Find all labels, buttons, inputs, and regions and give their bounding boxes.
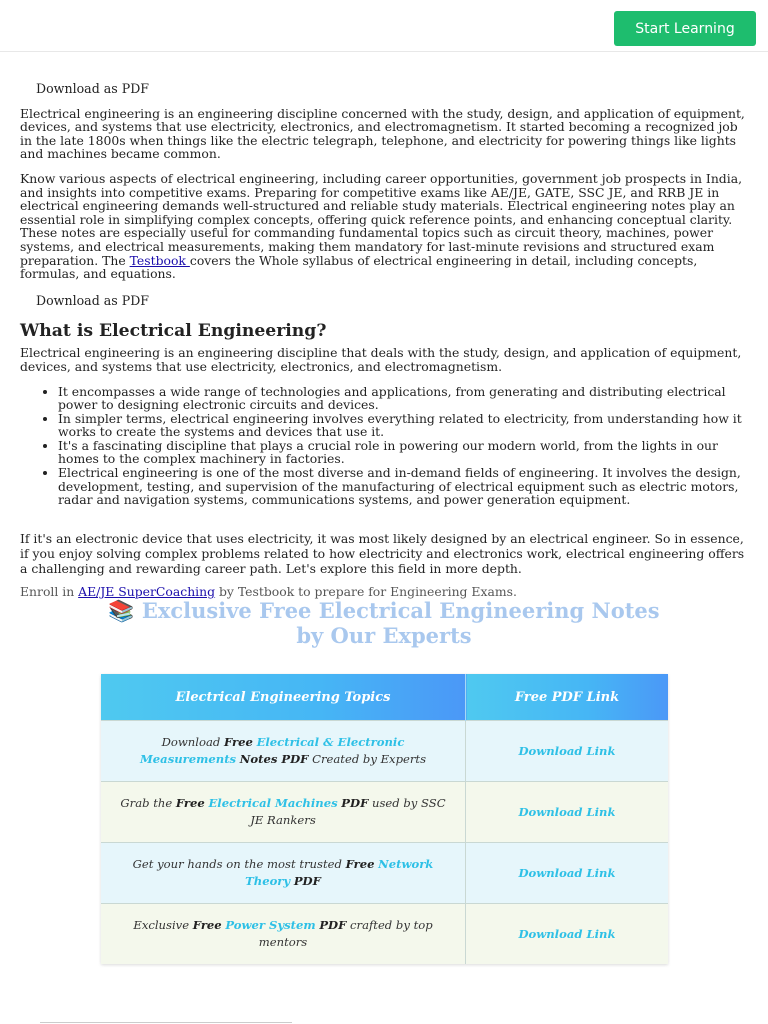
link-cell (466, 782, 669, 843)
testbook-link[interactable]: Testbook (129, 252, 190, 268)
topic-name[interactable]: Electrical Machines (208, 796, 338, 810)
know-paragraph (20, 172, 748, 281)
download-pdf-link[interactable]: Download as PDF (36, 81, 150, 96)
notes-banner (20, 598, 748, 648)
section-heading: What is Electrical Engineering? (20, 321, 327, 342)
topic-name[interactable]: Network Theory (245, 857, 434, 888)
table-row (101, 721, 668, 782)
banner-title: Exclusive Free Electrical Engineering Notes by Our Experts (141, 598, 660, 649)
topic-cell: Exclusive Free Power System PDF crafted by top mentors (101, 904, 466, 965)
closing-paragraph: If it's an electronic device that uses electricity, it was most likely designed by an electrical engineer. So in essence, if you enjoy solving complex problems related to how electricity and electronics work, electrical engineering offers a challenging and rewarding career path. Let's explore this field in more depth. (20, 530, 745, 576)
know-paragraph-text-end: covers the Whole syllabus of electrical engineering in detail, including concepts, formulas, and equations. (20, 252, 698, 282)
article-body (20, 80, 748, 648)
link-cell (466, 843, 669, 904)
download-link[interactable]: Download Link (518, 865, 616, 880)
table-row (101, 843, 668, 904)
enroll-line (20, 585, 748, 599)
top-bar (0, 0, 768, 52)
download-link[interactable]: Download Link (518, 804, 616, 819)
topic-cell: Get your hands on the most trusted Free Network Theory PDF (101, 843, 466, 904)
notes-table (101, 674, 668, 964)
enroll-suffix: by Testbook to prepare for Engineering Exams. (215, 583, 517, 599)
list-item: • Electrical engineering is one of the most diverse and in-demand fields of engineering. It involves the design, development, testing, and supervision of the manufacturing of electrical equipment such as electric motors, radar and navigation systems, communications systems, and power generation equipment. (58, 466, 748, 507)
intro-paragraph: Electrical engineering is an engineering discipline concerned with the study, design, and application of equipment, devices, and systems that use electricity, electronics, and electromagnetism. It started becoming a recognized job in the late 1800s when things like the electric telegraph, telephone, and electricity for powering things like lights and machines became common. (20, 105, 745, 162)
topic-name[interactable]: Electrical & Electronic Measurements (139, 735, 405, 766)
start-learning-button[interactable]: Start Learning (614, 11, 756, 46)
definition-paragraph: Electrical engineering is an engineering discipline that deals with the study, design, and application of equipment, devices, and systems that use electricity, electronics, and electromagnetism. (20, 345, 742, 374)
books-icon: 📚 (108, 598, 135, 624)
topic-cell: Download Free Electrical & Electronic Measurements Notes PDF Created by Experts (101, 721, 466, 782)
table-header-topics: Electrical Engineering Topics (101, 674, 466, 721)
link-cell (466, 721, 669, 782)
enroll-prefix: Enroll in (20, 583, 79, 599)
topic-name[interactable]: Power System (225, 918, 316, 932)
list-item: • It encompasses a wide range of technologies and applications, from generating and distributing electrical power to designing electronic circuits and devices. (58, 385, 748, 412)
download-link[interactable]: Download Link (518, 926, 616, 941)
know-paragraph-text: Know various aspects of electrical engineering, including career opportunities, government job prospects in India, and insights into competitive exams. Preparing for competitive exams like AE/JE, GATE, SSC JE, and RRB JE in electrical engineering demands well-structured and reliable study materials. Electrical engineering notes play an essential role in simplifying complex concepts, offering quick reference points, and enhancing conceptual clarity. These notes are especially useful for commanding fundamental topics such as circuit theory, machines, power systems, and electrical measurements, making them mandatory for last-minute revisions and structured exam preparation. The (20, 170, 743, 268)
table-header-link: Free PDF Link (466, 674, 669, 721)
bullet-list (20, 385, 748, 507)
supercoaching-link[interactable]: AE/JE SuperCoaching (78, 583, 216, 599)
table-row (101, 782, 668, 843)
list-item: • In simpler terms, electrical engineering involves everything related to electricity, from understanding how it works to create the systems and devices that use it. (58, 412, 748, 439)
table-row (101, 904, 668, 965)
topic-cell: Grab the Free Electrical Machines PDF used by SSC JE Rankers (101, 782, 466, 843)
list-item: • It's a fascinating discipline that plays a crucial role in powering our modern world, from the lights in our homes to the complex machinery in factories. (58, 439, 748, 466)
divider (40, 1022, 292, 1023)
link-cell (466, 904, 669, 965)
download-pdf-link-2[interactable]: Download as PDF (36, 292, 150, 308)
download-link[interactable]: Download Link (518, 743, 616, 758)
